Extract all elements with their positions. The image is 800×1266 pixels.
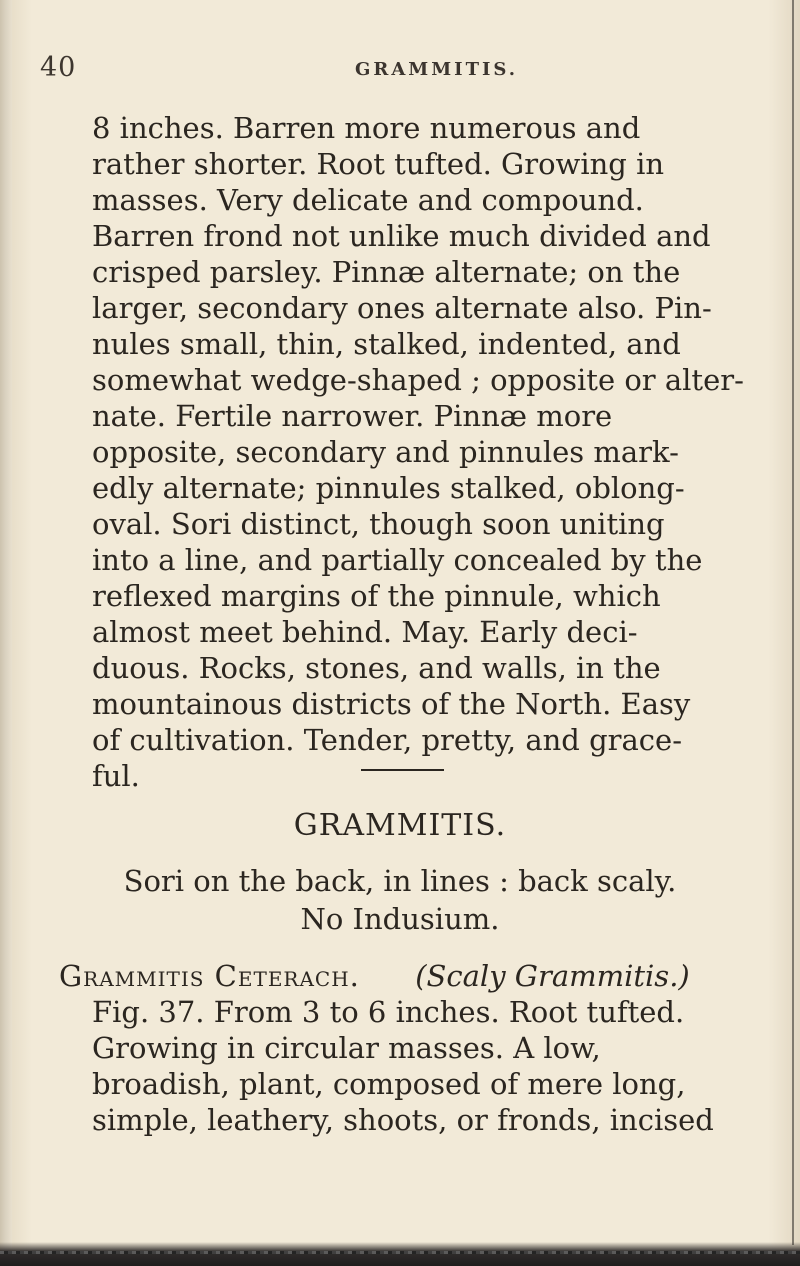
- text-line: masses. Very delicate and compound.: [92, 183, 644, 217]
- scan-bottom-edge: [0, 1242, 800, 1266]
- section-caption: [0, 862, 800, 938]
- page-header: [40, 52, 750, 90]
- text-line: oval. Sori distinct, though soon uniting: [92, 507, 665, 541]
- section-divider: [361, 769, 444, 771]
- text-line: edly alternate; pinnules stalked, oblong-: [92, 471, 685, 505]
- top-paragraph: [92, 110, 742, 794]
- entry-heading: [59, 958, 719, 994]
- caption-line: No Indusium.: [300, 902, 500, 936]
- main-text: [92, 110, 742, 794]
- caption-line: Sori on the back, in lines : back scaly.: [123, 864, 677, 898]
- species-name: Grammitis Ceterach.: [59, 959, 360, 993]
- text-line: of cultivation. Tender, pretty, and grace-: [92, 723, 683, 757]
- text-line: crisped parsley. Pinnæ alternate; on the: [92, 255, 681, 289]
- page-edge-rule: [792, 0, 794, 1245]
- entry-description: [92, 994, 752, 1138]
- species-entry: [59, 958, 752, 1138]
- text-line: opposite, secondary and pinnules mark-: [92, 435, 679, 469]
- page-number: 40: [40, 52, 77, 83]
- text-line: into a line, and partially concealed by the: [92, 543, 703, 577]
- section-title: GRAMMITIS.: [293, 808, 507, 843]
- text-line: broadish, plant, composed of mere long,: [92, 1067, 686, 1101]
- text-line: Growing in circular masses. A low,: [92, 1031, 601, 1065]
- text-line: mountainous districts of the North. Easy: [92, 687, 691, 721]
- text-line: nules small, thin, stalked, indented, and: [92, 327, 681, 361]
- text-line: somewhat wedge-shaped ; opposite or alter-: [92, 363, 744, 397]
- text-line: reflexed margins of the pinnule, which: [92, 579, 661, 613]
- running-head: GRAMMITIS.: [355, 59, 519, 80]
- species-common-name: (Scaly Grammitis.): [415, 959, 690, 993]
- text-line: nate. Fertile narrower. Pinnæ more: [92, 399, 613, 433]
- text-line: 8 inches. Barren more numerous and: [92, 111, 641, 145]
- page-gutter-edge: [0, 0, 12, 1266]
- text-line: ful.: [92, 759, 140, 793]
- text-line: rather shorter. Root tufted. Growing in: [92, 147, 665, 181]
- text-line: larger, secondary ones alternate also. Pin-: [92, 291, 712, 325]
- text-line: almost meet behind. May. Early deci-: [92, 615, 638, 649]
- text-line: Fig. 37. From 3 to 6 inches. Root tufted.: [92, 995, 685, 1029]
- text-line: Barren frond not unlike much divided and: [92, 219, 711, 253]
- text-line: simple, leathery, shoots, or fronds, incised: [92, 1103, 714, 1137]
- text-line: duous. Rocks, stones, and walls, in the: [92, 651, 661, 685]
